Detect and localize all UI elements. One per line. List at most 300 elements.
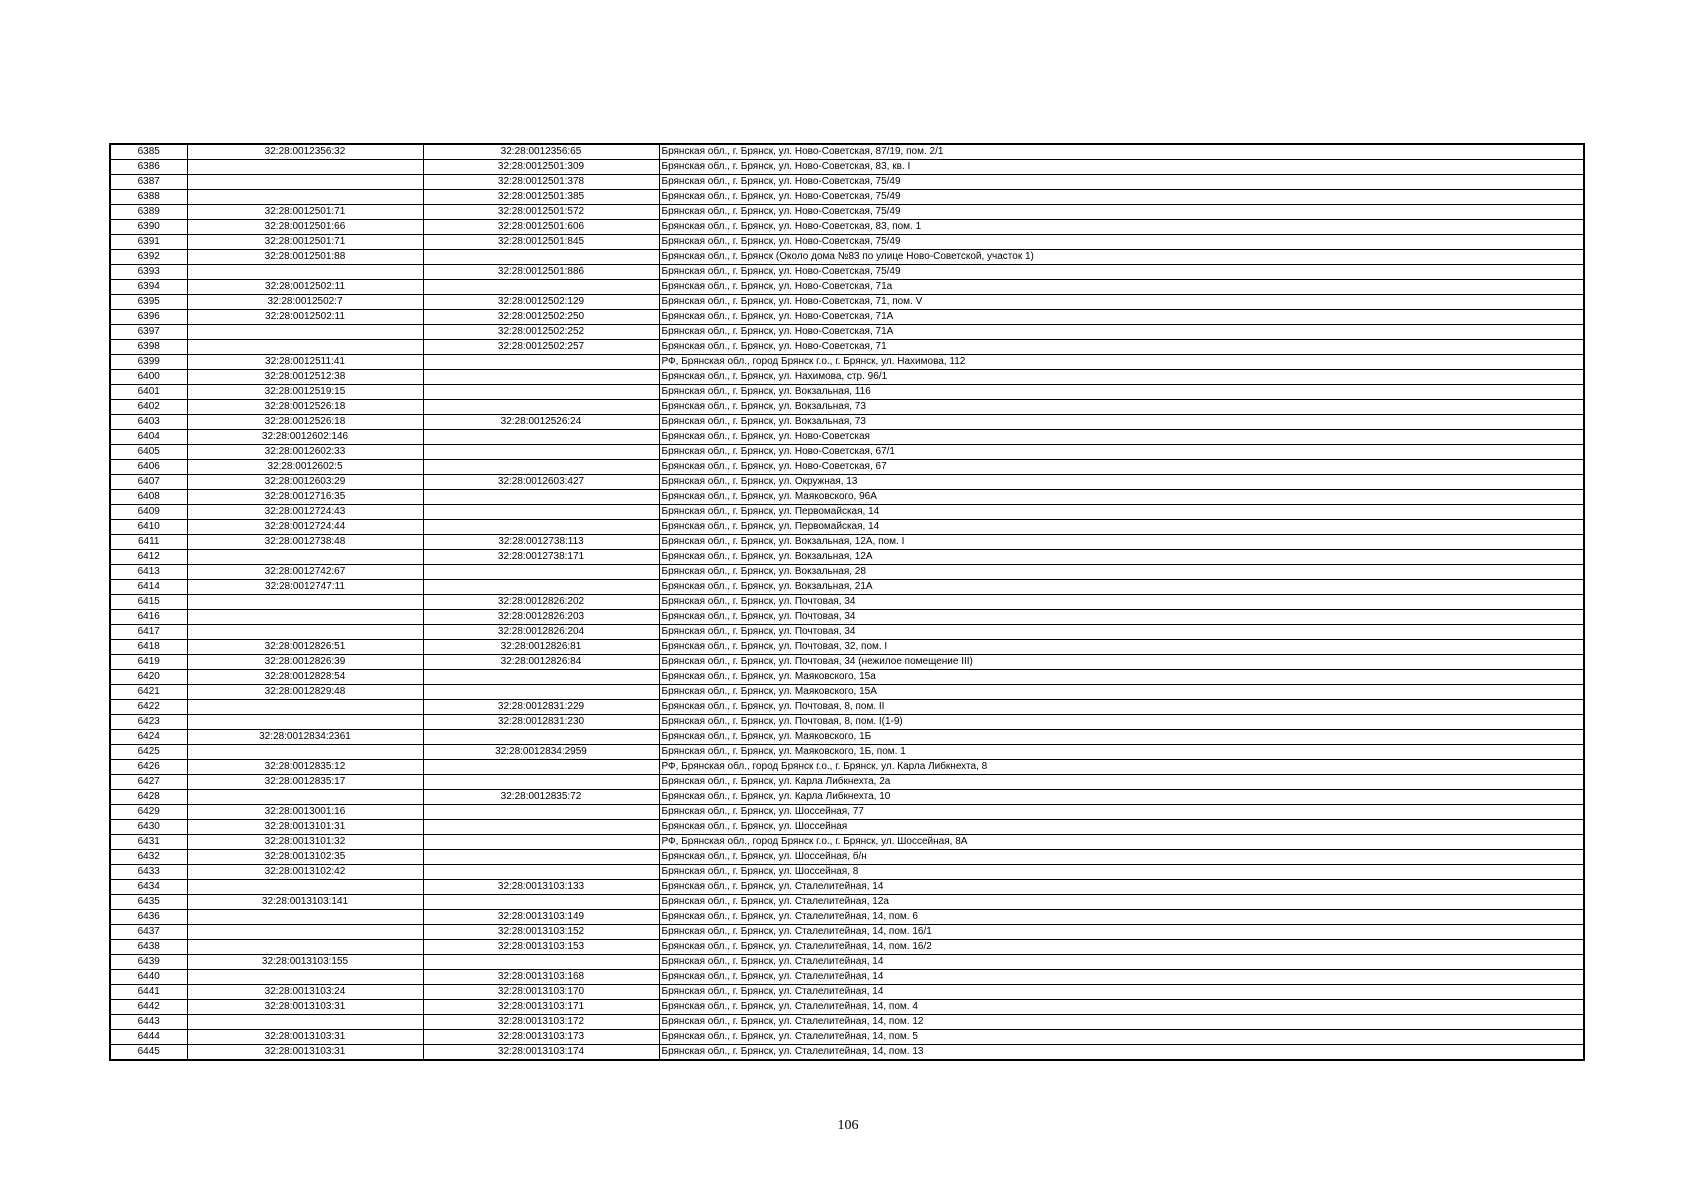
land-cadastral-number-cell: 32:28:0012512:38 (187, 370, 423, 385)
land-cadastral-number-cell (187, 265, 423, 280)
land-cadastral-number-cell: 32:28:0012502:11 (187, 280, 423, 295)
row-number-cell: 6437 (110, 925, 187, 940)
row-number-cell: 6392 (110, 250, 187, 265)
address-cell: Брянская обл., г. Брянск, ул. Ново-Советская (659, 430, 1584, 445)
land-cadastral-number-cell: 32:28:0013103:141 (187, 895, 423, 910)
land-cadastral-number-cell (187, 625, 423, 640)
table-row (110, 805, 1584, 820)
row-number-cell: 6386 (110, 160, 187, 175)
address-cell: Брянская обл., г. Брянск, ул. Маяковского, 15а (659, 670, 1584, 685)
land-cadastral-number-cell (187, 190, 423, 205)
object-cadastral-number-cell: 32:28:0013103:152 (423, 925, 659, 940)
address-cell: Брянская обл., г. Брянск, ул. Первомайская, 14 (659, 505, 1584, 520)
row-number-cell: 6436 (110, 910, 187, 925)
object-cadastral-number-cell: 32:28:0012501:886 (423, 265, 659, 280)
row-number-cell: 6389 (110, 205, 187, 220)
address-cell: Брянская обл., г. Брянск, ул. Сталелитейная, 14 (659, 880, 1584, 895)
object-cadastral-number-cell (423, 460, 659, 475)
land-cadastral-number-cell: 32:28:0013101:31 (187, 820, 423, 835)
row-number-cell: 6387 (110, 175, 187, 190)
table-row (110, 715, 1584, 730)
address-cell: Брянская обл., г. Брянск, ул. Сталелитейная, 12а (659, 895, 1584, 910)
object-cadastral-number-cell (423, 400, 659, 415)
land-cadastral-number-cell: 32:28:0012742:67 (187, 565, 423, 580)
object-cadastral-number-cell: 32:28:0013103:133 (423, 880, 659, 895)
row-number-cell: 6432 (110, 850, 187, 865)
table-row (110, 310, 1584, 325)
row-number-cell: 6405 (110, 445, 187, 460)
object-cadastral-number-cell: 32:28:0013103:173 (423, 1030, 659, 1045)
land-cadastral-number-cell: 32:28:0012724:44 (187, 520, 423, 535)
land-cadastral-number-cell (187, 910, 423, 925)
land-cadastral-number-cell: 32:28:0013101:32 (187, 835, 423, 850)
row-number-cell: 6445 (110, 1045, 187, 1061)
land-cadastral-number-cell (187, 790, 423, 805)
table-row (110, 910, 1584, 925)
row-number-cell: 6391 (110, 235, 187, 250)
land-cadastral-number-cell: 32:28:0012501:88 (187, 250, 423, 265)
table-row (110, 205, 1584, 220)
land-cadastral-number-cell: 32:28:0013103:24 (187, 985, 423, 1000)
table-row (110, 475, 1584, 490)
row-number-cell: 6385 (110, 144, 187, 160)
address-cell: Брянская обл., г. Брянск, ул. Почтовая, 34 (659, 625, 1584, 640)
object-cadastral-number-cell (423, 670, 659, 685)
row-number-cell: 6397 (110, 325, 187, 340)
object-cadastral-number-cell (423, 805, 659, 820)
row-number-cell: 6407 (110, 475, 187, 490)
table-row (110, 370, 1584, 385)
land-cadastral-number-cell: 32:28:0012747:11 (187, 580, 423, 595)
row-number-cell: 6414 (110, 580, 187, 595)
object-cadastral-number-cell: 32:28:0012501:845 (423, 235, 659, 250)
row-number-cell: 6441 (110, 985, 187, 1000)
row-number-cell: 6420 (110, 670, 187, 685)
object-cadastral-number-cell (423, 955, 659, 970)
object-cadastral-number-cell: 32:28:0012831:229 (423, 700, 659, 715)
address-cell: Брянская обл., г. Брянск, ул. Ново-Советская, 71 (659, 340, 1584, 355)
object-cadastral-number-cell: 32:28:0012502:257 (423, 340, 659, 355)
table-row (110, 760, 1584, 775)
table-row (110, 535, 1584, 550)
address-cell: Брянская обл., г. Брянск, ул. Шоссейная, б/н (659, 850, 1584, 865)
object-cadastral-number-cell: 32:28:0012502:250 (423, 310, 659, 325)
address-cell: Брянская обл., г. Брянск, ул. Ново-Советская, 75/49 (659, 175, 1584, 190)
address-cell: Брянская обл., г. Брянск, ул. Ново-Советская, 75/49 (659, 235, 1584, 250)
table-row (110, 160, 1584, 175)
object-cadastral-number-cell: 32:28:0012834:2959 (423, 745, 659, 760)
address-cell: Брянская обл., г. Брянск, ул. Шоссейная (659, 820, 1584, 835)
table-row (110, 415, 1584, 430)
table-row (110, 355, 1584, 370)
land-cadastral-number-cell: 32:28:0012511:41 (187, 355, 423, 370)
table-row (110, 865, 1584, 880)
row-number-cell: 6421 (110, 685, 187, 700)
row-number-cell: 6426 (110, 760, 187, 775)
object-cadastral-number-cell (423, 580, 659, 595)
row-number-cell: 6425 (110, 745, 187, 760)
address-cell: Брянская обл., г. Брянск, ул. Ново-Советская, 83, пом. 1 (659, 220, 1584, 235)
address-cell: Брянская обл., г. Брянск, ул. Сталелитейная, 14, пом. 6 (659, 910, 1584, 925)
row-number-cell: 6418 (110, 640, 187, 655)
land-cadastral-number-cell (187, 1015, 423, 1030)
object-cadastral-number-cell (423, 865, 659, 880)
address-cell: Брянская обл., г. Брянск, ул. Сталелитейная, 14 (659, 955, 1584, 970)
row-number-cell: 6410 (110, 520, 187, 535)
address-cell: Брянская обл., г. Брянск, ул. Ново-Советская, 87/19, пом. 2/1 (659, 144, 1584, 160)
row-number-cell: 6417 (110, 625, 187, 640)
row-number-cell: 6423 (110, 715, 187, 730)
address-cell: Брянская обл., г. Брянск, ул. Первомайская, 14 (659, 520, 1584, 535)
address-cell: Брянская обл., г. Брянск, ул. Почтовая, 34 (нежилое помещение III) (659, 655, 1584, 670)
land-cadastral-number-cell: 32:28:0012526:18 (187, 415, 423, 430)
table-row (110, 220, 1584, 235)
object-cadastral-number-cell: 32:28:0013103:153 (423, 940, 659, 955)
land-cadastral-number-cell: 32:28:0012501:71 (187, 205, 423, 220)
table-row (110, 670, 1584, 685)
row-number-cell: 6419 (110, 655, 187, 670)
address-cell: Брянская обл., г. Брянск (Около дома №83 по улице Ново-Советской, участок 1) (659, 250, 1584, 265)
address-cell: Брянская обл., г. Брянск, ул. Маяковского, 96А (659, 490, 1584, 505)
object-cadastral-number-cell: 32:28:0012835:72 (423, 790, 659, 805)
table-row (110, 490, 1584, 505)
object-cadastral-number-cell (423, 775, 659, 790)
land-cadastral-number-cell: 32:28:0013001:16 (187, 805, 423, 820)
table-row (110, 250, 1584, 265)
object-cadastral-number-cell (423, 760, 659, 775)
row-number-cell: 6406 (110, 460, 187, 475)
object-cadastral-number-cell (423, 385, 659, 400)
table-row (110, 1015, 1584, 1030)
land-cadastral-number-cell (187, 925, 423, 940)
land-cadastral-number-cell: 32:28:0012829:48 (187, 685, 423, 700)
address-cell: Брянская обл., г. Брянск, ул. Сталелитейная, 14, пом. 16/1 (659, 925, 1584, 940)
address-cell: Брянская обл., г. Брянск, ул. Ново-Советская, 75/49 (659, 205, 1584, 220)
row-number-cell: 6430 (110, 820, 187, 835)
table-row (110, 1000, 1584, 1015)
row-number-cell: 6439 (110, 955, 187, 970)
object-cadastral-number-cell: 32:28:0012826:84 (423, 655, 659, 670)
land-cadastral-number-cell: 32:28:0012835:17 (187, 775, 423, 790)
table-row (110, 940, 1584, 955)
row-number-cell: 6442 (110, 1000, 187, 1015)
table-row (110, 595, 1584, 610)
row-number-cell: 6409 (110, 505, 187, 520)
land-cadastral-number-cell: 32:28:0013103:31 (187, 1045, 423, 1061)
row-number-cell: 6433 (110, 865, 187, 880)
table-row (110, 820, 1584, 835)
row-number-cell: 6427 (110, 775, 187, 790)
table-row (110, 505, 1584, 520)
row-number-cell: 6401 (110, 385, 187, 400)
land-cadastral-number-cell: 32:28:0012501:66 (187, 220, 423, 235)
address-cell: РФ, Брянская обл., город Брянск г.о., г. Брянск, ул. Карла Либкнехта, 8 (659, 760, 1584, 775)
table-row (110, 775, 1584, 790)
land-cadastral-number-cell: 32:28:0012738:48 (187, 535, 423, 550)
land-cadastral-number-cell: 32:28:0012502:7 (187, 295, 423, 310)
object-cadastral-number-cell: 32:28:0013103:149 (423, 910, 659, 925)
address-cell: Брянская обл., г. Брянск, ул. Вокзальная, 12А, пом. I (659, 535, 1584, 550)
object-cadastral-number-cell: 32:28:0013103:171 (423, 1000, 659, 1015)
row-number-cell: 6400 (110, 370, 187, 385)
address-cell: Брянская обл., г. Брянск, ул. Маяковского, 15А (659, 685, 1584, 700)
address-cell: Брянская обл., г. Брянск, ул. Сталелитейная, 14 (659, 970, 1584, 985)
table-row (110, 655, 1584, 670)
row-number-cell: 6440 (110, 970, 187, 985)
address-cell: Брянская обл., г. Брянск, ул. Сталелитейная, 14, пом. 4 (659, 1000, 1584, 1015)
land-cadastral-number-cell: 32:28:0013102:35 (187, 850, 423, 865)
object-cadastral-number-cell (423, 835, 659, 850)
object-cadastral-number-cell: 32:28:0012501:385 (423, 190, 659, 205)
table-row (110, 445, 1584, 460)
row-number-cell: 6428 (110, 790, 187, 805)
table-row (110, 175, 1584, 190)
land-cadastral-number-cell (187, 595, 423, 610)
land-cadastral-number-cell (187, 610, 423, 625)
object-cadastral-number-cell: 32:28:0013103:170 (423, 985, 659, 1000)
row-number-cell: 6422 (110, 700, 187, 715)
address-cell: Брянская обл., г. Брянск, ул. Окружная, 13 (659, 475, 1584, 490)
object-cadastral-number-cell: 32:28:0012502:252 (423, 325, 659, 340)
table-row (110, 325, 1584, 340)
object-cadastral-number-cell: 32:28:0012603:427 (423, 475, 659, 490)
land-cadastral-number-cell: 32:28:0013103:31 (187, 1030, 423, 1045)
land-cadastral-number-cell: 32:28:0012724:43 (187, 505, 423, 520)
address-cell: Брянская обл., г. Брянск, ул. Ново-Советская, 71А (659, 325, 1584, 340)
land-cadastral-number-cell: 32:28:0013102:42 (187, 865, 423, 880)
land-cadastral-number-cell (187, 745, 423, 760)
address-cell: Брянская обл., г. Брянск, ул. Сталелитейная, 14, пом. 16/2 (659, 940, 1584, 955)
row-number-cell: 6398 (110, 340, 187, 355)
land-cadastral-number-cell: 32:28:0013103:155 (187, 955, 423, 970)
address-cell: Брянская обл., г. Брянск, ул. Почтовая, 32, пом. I (659, 640, 1584, 655)
land-cadastral-number-cell: 32:28:0013103:31 (187, 1000, 423, 1015)
land-cadastral-number-cell: 32:28:0012828:54 (187, 670, 423, 685)
land-cadastral-number-cell (187, 940, 423, 955)
object-cadastral-number-cell: 32:28:0012826:202 (423, 595, 659, 610)
table-row (110, 580, 1584, 595)
land-cadastral-number-cell (187, 325, 423, 340)
row-number-cell: 6424 (110, 730, 187, 745)
row-number-cell: 6429 (110, 805, 187, 820)
table-row (110, 730, 1584, 745)
land-cadastral-number-cell: 32:28:0012602:33 (187, 445, 423, 460)
table-row (110, 565, 1584, 580)
address-cell: Брянская обл., г. Брянск, ул. Вокзальная, 28 (659, 565, 1584, 580)
table-row (110, 925, 1584, 940)
row-number-cell: 6408 (110, 490, 187, 505)
page-number: 106 (837, 1118, 859, 1133)
row-number-cell: 6393 (110, 265, 187, 280)
land-cadastral-number-cell (187, 340, 423, 355)
land-cadastral-number-cell: 32:28:0012834:2361 (187, 730, 423, 745)
land-cadastral-number-cell (187, 160, 423, 175)
table-row (110, 700, 1584, 715)
land-cadastral-number-cell (187, 970, 423, 985)
land-cadastral-number-cell: 32:28:0012526:18 (187, 400, 423, 415)
row-number-cell: 6394 (110, 280, 187, 295)
table-row (110, 970, 1584, 985)
address-cell: Брянская обл., г. Брянск, ул. Сталелитейная, 14 (659, 985, 1584, 1000)
address-cell: Брянская обл., г. Брянск, ул. Вокзальная, 116 (659, 385, 1584, 400)
object-cadastral-number-cell: 32:28:0012826:81 (423, 640, 659, 655)
address-cell: Брянская обл., г. Брянск, ул. Ново-Советская, 67/1 (659, 445, 1584, 460)
object-cadastral-number-cell (423, 895, 659, 910)
table-row (110, 520, 1584, 535)
land-cadastral-number-cell (187, 550, 423, 565)
address-cell: Брянская обл., г. Брянск, ул. Ново-Советская, 71а (659, 280, 1584, 295)
object-cadastral-number-cell (423, 520, 659, 535)
land-cadastral-number-cell: 32:28:0012826:51 (187, 640, 423, 655)
table-row (110, 265, 1584, 280)
object-cadastral-number-cell: 32:28:0012738:171 (423, 550, 659, 565)
table-row (110, 1045, 1584, 1061)
object-cadastral-number-cell: 32:28:0012501:309 (423, 160, 659, 175)
address-cell: Брянская обл., г. Брянск, ул. Маяковского, 1Б, пом. 1 (659, 745, 1584, 760)
address-cell: Брянская обл., г. Брянск, ул. Ново-Советская, 83, кв. I (659, 160, 1584, 175)
object-cadastral-number-cell (423, 850, 659, 865)
table-row (110, 610, 1584, 625)
row-number-cell: 6395 (110, 295, 187, 310)
table-row (110, 685, 1584, 700)
object-cadastral-number-cell (423, 250, 659, 265)
row-number-cell: 6403 (110, 415, 187, 430)
row-number-cell: 6404 (110, 430, 187, 445)
address-cell: Брянская обл., г. Брянск, ул. Ново-Советская, 67 (659, 460, 1584, 475)
object-cadastral-number-cell: 32:28:0012831:230 (423, 715, 659, 730)
row-number-cell: 6415 (110, 595, 187, 610)
object-cadastral-number-cell (423, 565, 659, 580)
object-cadastral-number-cell (423, 490, 659, 505)
object-cadastral-number-cell (423, 355, 659, 370)
land-cadastral-number-cell: 32:28:0012602:146 (187, 430, 423, 445)
row-number-cell: 6390 (110, 220, 187, 235)
land-cadastral-number-cell (187, 880, 423, 895)
table-row (110, 790, 1584, 805)
land-cadastral-number-cell (187, 700, 423, 715)
land-cadastral-number-cell: 32:28:0012356:32 (187, 144, 423, 160)
land-cadastral-number-cell: 32:28:0012716:35 (187, 490, 423, 505)
object-cadastral-number-cell (423, 445, 659, 460)
object-cadastral-number-cell (423, 730, 659, 745)
table-row (110, 385, 1584, 400)
row-number-cell: 6416 (110, 610, 187, 625)
table-row (110, 430, 1584, 445)
object-cadastral-number-cell (423, 280, 659, 295)
address-cell: Брянская обл., г. Брянск, ул. Сталелитейная, 14, пом. 5 (659, 1030, 1584, 1045)
row-number-cell: 6396 (110, 310, 187, 325)
address-cell: Брянская обл., г. Брянск, ул. Ново-Советская, 75/49 (659, 265, 1584, 280)
object-cadastral-number-cell: 32:28:0012356:65 (423, 144, 659, 160)
object-cadastral-number-cell (423, 430, 659, 445)
object-cadastral-number-cell: 32:28:0012501:378 (423, 175, 659, 190)
row-number-cell: 6431 (110, 835, 187, 850)
table-row (110, 640, 1584, 655)
object-cadastral-number-cell: 32:28:0012738:113 (423, 535, 659, 550)
land-cadastral-number-cell: 32:28:0012835:12 (187, 760, 423, 775)
object-cadastral-number-cell: 32:28:0012826:204 (423, 625, 659, 640)
table-row (110, 460, 1584, 475)
address-cell: Брянская обл., г. Брянск, ул. Вокзальная, 21А (659, 580, 1584, 595)
registry-table-body (110, 144, 1584, 1060)
row-number-cell: 6434 (110, 880, 187, 895)
land-cadastral-number-cell: 32:28:0012602:5 (187, 460, 423, 475)
land-cadastral-number-cell: 32:28:0012501:71 (187, 235, 423, 250)
address-cell: РФ, Брянская обл., город Брянск г.о., г. Брянск, ул. Нахимова, 112 (659, 355, 1584, 370)
table-row (110, 895, 1584, 910)
registry-table (109, 143, 1585, 1061)
row-number-cell: 6402 (110, 400, 187, 415)
address-cell: Брянская обл., г. Брянск, ул. Ново-Советская, 75/49 (659, 190, 1584, 205)
table-row (110, 400, 1584, 415)
table-row (110, 745, 1584, 760)
address-cell: Брянская обл., г. Брянск, ул. Карла Либкнехта, 2а (659, 775, 1584, 790)
table-row (110, 550, 1584, 565)
table-row (110, 340, 1584, 355)
address-cell: Брянская обл., г. Брянск, ул. Почтовая, 8, пом. I(1-9) (659, 715, 1584, 730)
row-number-cell: 6444 (110, 1030, 187, 1045)
row-number-cell: 6413 (110, 565, 187, 580)
row-number-cell: 6388 (110, 190, 187, 205)
table-row (110, 295, 1584, 310)
row-number-cell: 6443 (110, 1015, 187, 1030)
object-cadastral-number-cell: 32:28:0012501:572 (423, 205, 659, 220)
object-cadastral-number-cell: 32:28:0013103:168 (423, 970, 659, 985)
object-cadastral-number-cell: 32:28:0013103:172 (423, 1015, 659, 1030)
address-cell: Брянская обл., г. Брянск, ул. Ново-Советская, 71А (659, 310, 1584, 325)
address-cell: Брянская обл., г. Брянск, ул. Нахимова, стр. 96/1 (659, 370, 1584, 385)
table-row (110, 280, 1584, 295)
address-cell: Брянская обл., г. Брянск, ул. Маяковского, 1Б (659, 730, 1584, 745)
object-cadastral-number-cell: 32:28:0012526:24 (423, 415, 659, 430)
address-cell: Брянская обл., г. Брянск, ул. Почтовая, 34 (659, 595, 1584, 610)
land-cadastral-number-cell: 32:28:0012502:11 (187, 310, 423, 325)
table-row (110, 144, 1584, 160)
address-cell: Брянская обл., г. Брянск, ул. Шоссейная, 8 (659, 865, 1584, 880)
address-cell: Брянская обл., г. Брянск, ул. Сталелитейная, 14, пом. 12 (659, 1015, 1584, 1030)
address-cell: Брянская обл., г. Брянск, ул. Карла Либкнехта, 10 (659, 790, 1584, 805)
row-number-cell: 6412 (110, 550, 187, 565)
land-cadastral-number-cell: 32:28:0012826:39 (187, 655, 423, 670)
address-cell: Брянская обл., г. Брянск, ул. Шоссейная, 77 (659, 805, 1584, 820)
row-number-cell: 6435 (110, 895, 187, 910)
row-number-cell: 6411 (110, 535, 187, 550)
table-row (110, 835, 1584, 850)
address-cell: Брянская обл., г. Брянск, ул. Вокзальная, 73 (659, 400, 1584, 415)
land-cadastral-number-cell (187, 715, 423, 730)
object-cadastral-number-cell (423, 820, 659, 835)
address-cell: Брянская обл., г. Брянск, ул. Сталелитейная, 14, пом. 13 (659, 1045, 1584, 1061)
address-cell: Брянская обл., г. Брянск, ул. Вокзальная, 73 (659, 415, 1584, 430)
land-cadastral-number-cell: 32:28:0012603:29 (187, 475, 423, 490)
table-row (110, 235, 1584, 250)
address-cell: РФ, Брянская обл., город Брянск г.о., г. Брянск, ул. Шоссейная, 8А (659, 835, 1584, 850)
object-cadastral-number-cell: 32:28:0013103:174 (423, 1045, 659, 1061)
table-row (110, 880, 1584, 895)
table-row (110, 625, 1584, 640)
object-cadastral-number-cell (423, 370, 659, 385)
land-cadastral-number-cell (187, 175, 423, 190)
address-cell: Брянская обл., г. Брянск, ул. Почтовая, 8, пом. II (659, 700, 1584, 715)
object-cadastral-number-cell: 32:28:0012501:606 (423, 220, 659, 235)
object-cadastral-number-cell: 32:28:0012826:203 (423, 610, 659, 625)
table-row (110, 1030, 1584, 1045)
land-cadastral-number-cell: 32:28:0012519:15 (187, 385, 423, 400)
row-number-cell: 6438 (110, 940, 187, 955)
address-cell: Брянская обл., г. Брянск, ул. Вокзальная, 12А (659, 550, 1584, 565)
table-row (110, 190, 1584, 205)
table-row (110, 985, 1584, 1000)
